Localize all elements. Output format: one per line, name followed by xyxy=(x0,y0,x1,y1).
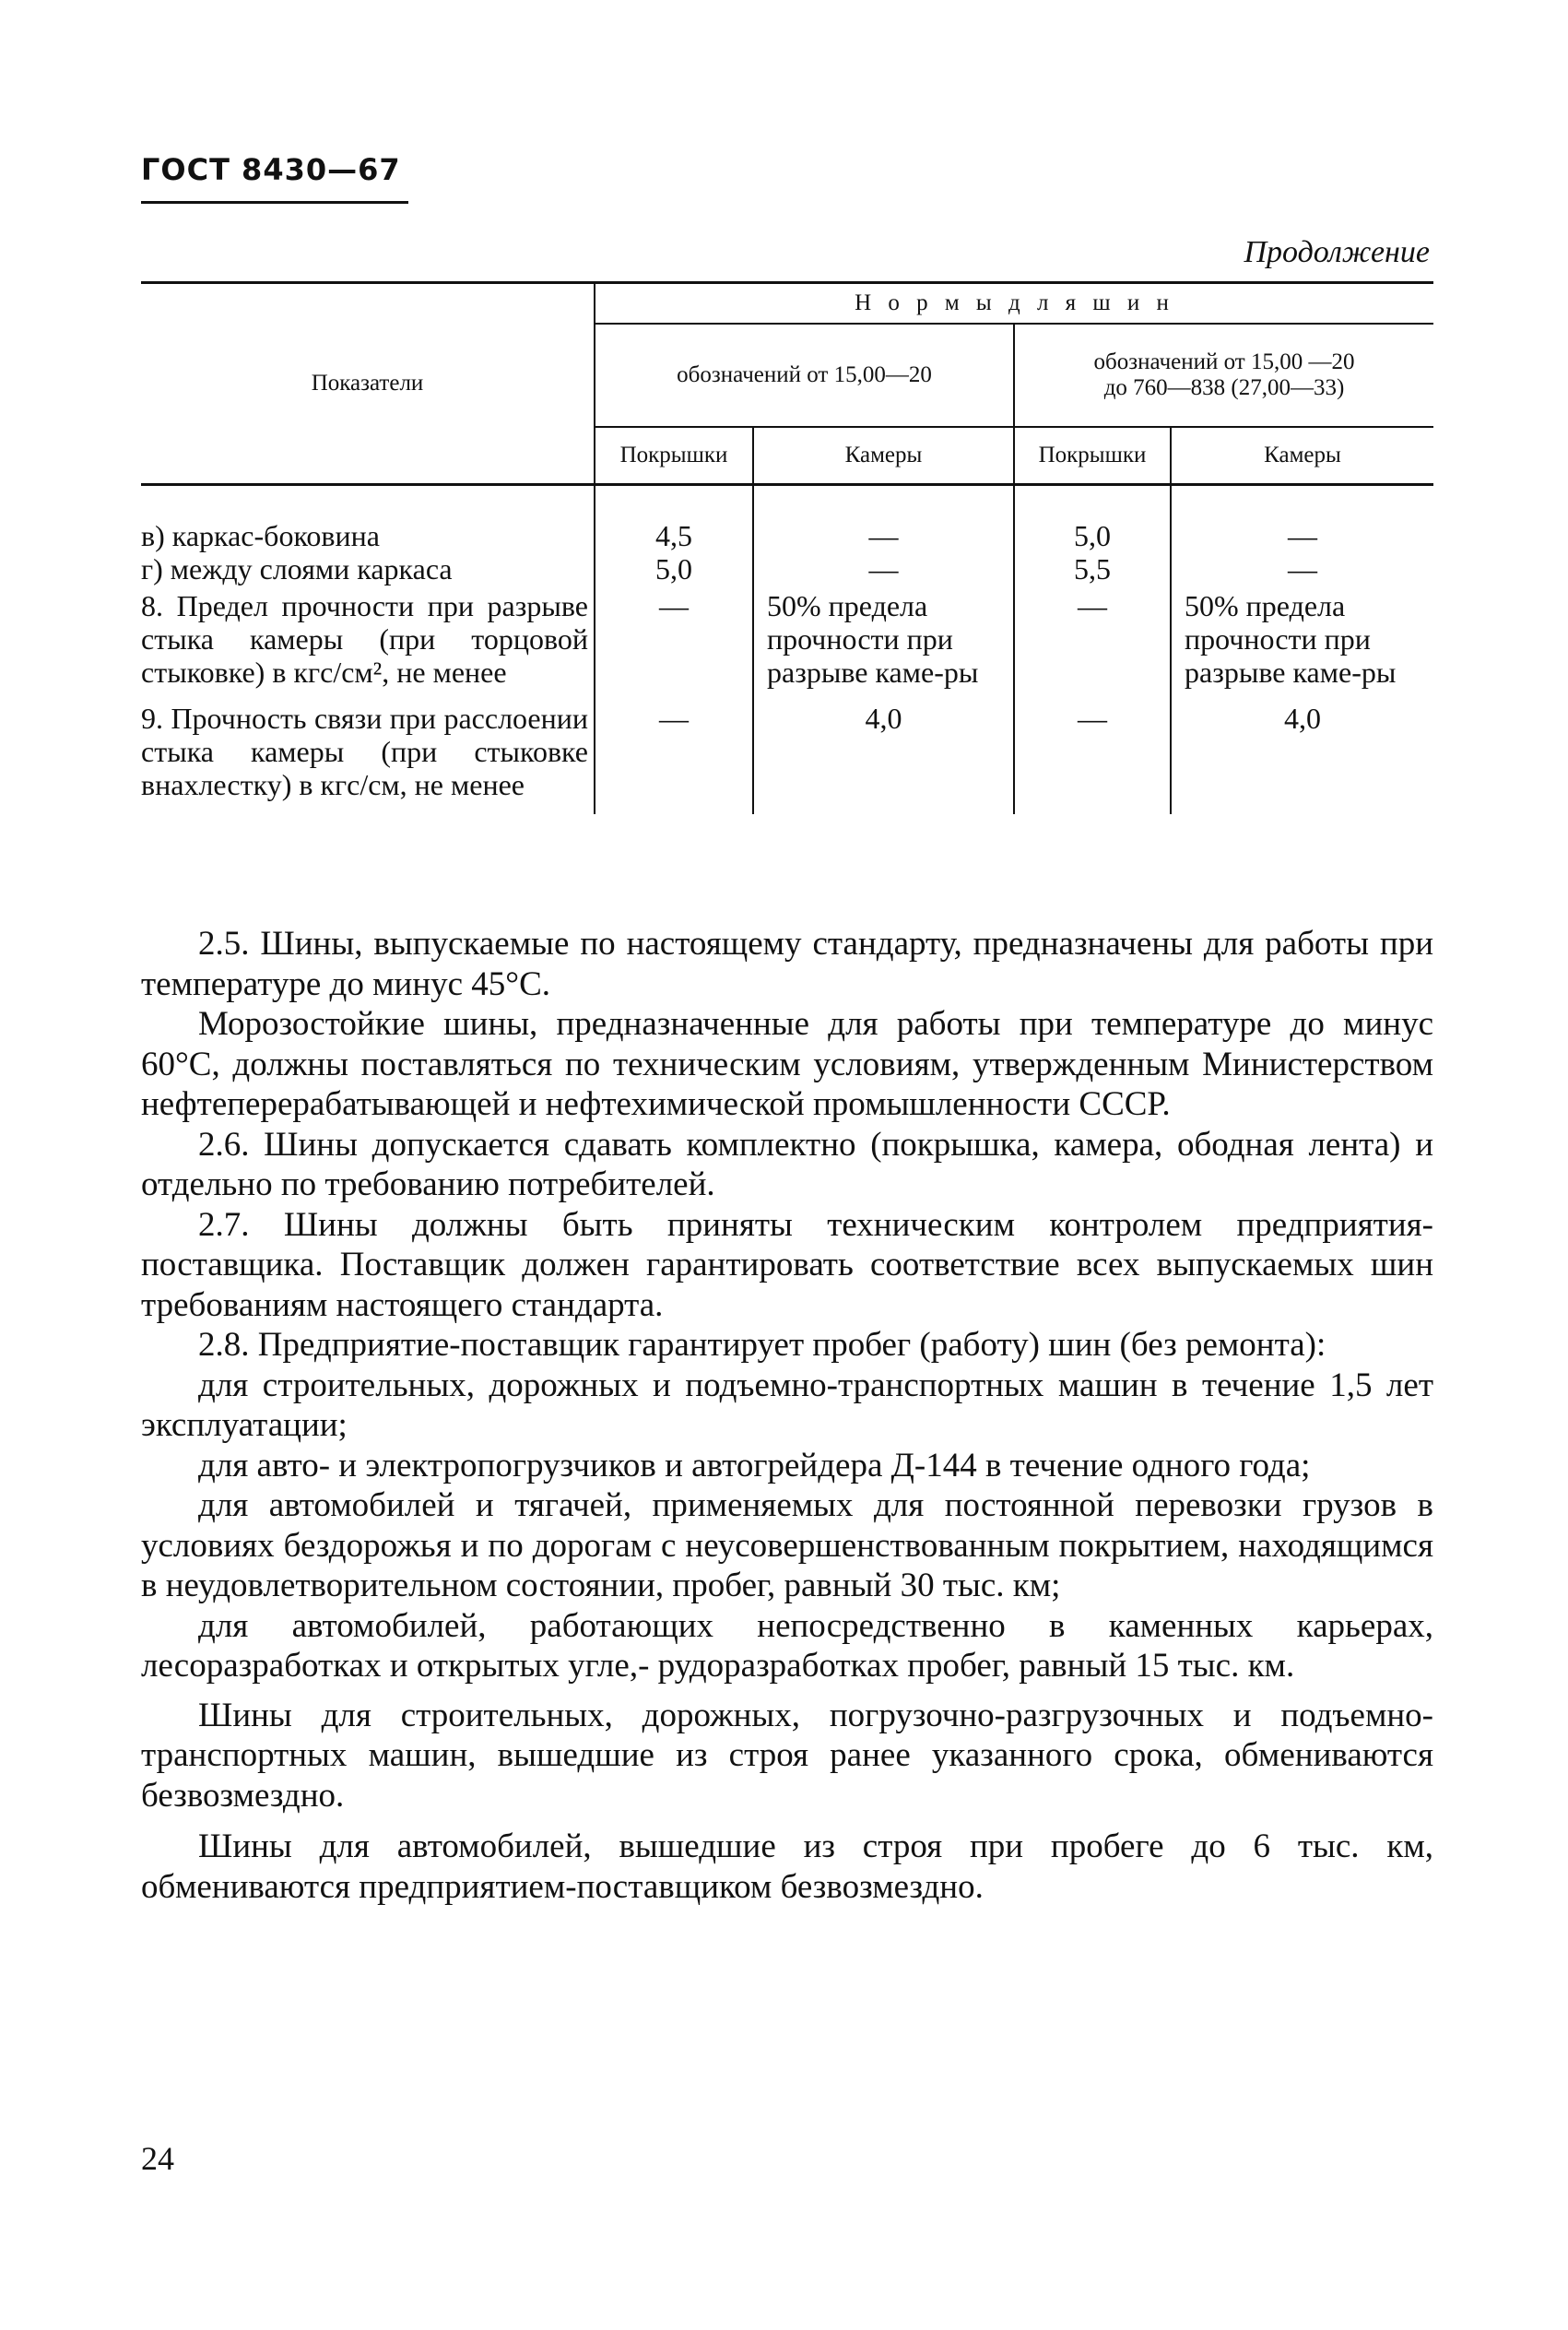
group2-header: обозначений от 15,00 —20 до 760—838 (27,00—33) xyxy=(1014,324,1433,427)
paragraph: для строительных, дорожных и подъемно-транспортных машин в течение 1,5 лет эксплуатации; xyxy=(141,1366,1433,1444)
subheader-tyres-1: Покрышки xyxy=(595,427,753,485)
continuation-label: Продолжение xyxy=(1244,235,1430,269)
norms-header: Н о р м ы д л я ш и н xyxy=(855,290,1174,315)
paragraph: Шины для строительных, дорожных, погрузочно-разгрузочных и подъемно-транспортных машин, вышедшие из строя ранее указанного срока, обмениваются безвозмездно. xyxy=(141,1696,1433,1815)
cell-value: — xyxy=(595,585,753,689)
subheader-tyres-2: Покрышки xyxy=(1014,427,1171,485)
paragraph-2-5: 2.5. Шины, выпускаемые по настоящему стандарту, предназначены для работы при температуре до минус 45°С. xyxy=(141,925,1433,1003)
norms-table xyxy=(141,281,1433,814)
cell-value: 4,5 5,0 xyxy=(595,485,753,586)
row-label: 8. Предел прочности при разрыве стыка камеры (при торцовой стыковке) в кгс/см², не менее xyxy=(141,589,588,689)
paragraph: для авто- и электропогрузчиков и автогрейдера Д-144 в течение одного года; xyxy=(198,1446,1311,1484)
table-row xyxy=(141,689,1433,814)
body-text xyxy=(141,924,1433,1907)
row-label: в) каркас-боковина г) между слоями каркаса xyxy=(141,519,453,585)
paragraph: Морозостойкие шины, предназначенные для работы при температуре до минус 60°С, должны поставляться по техническим условиям, утвержденным Министерством нефтеперерабатывающей и нефтехимической промышленности СССР. xyxy=(141,1005,1433,1123)
subheader-tubes-1: Камеры xyxy=(753,427,1014,485)
cell-value: — — xyxy=(753,485,1014,586)
header-rule xyxy=(141,201,408,204)
page-number: 24 xyxy=(141,2140,174,2177)
group1-header: обозначений от 15,00—20 xyxy=(595,324,1014,427)
table-row xyxy=(141,485,1433,586)
cell-value: 50% предела прочности при разрыве каме-ры xyxy=(1171,585,1433,689)
table-row xyxy=(141,585,1433,689)
paragraph-2-7: 2.7. Шины должны быть приняты техническим контролем предприятия-поставщика. Поставщик должен гарантировать соответствие всех выпускаемых шин требованиям настоящего стандарта. xyxy=(141,1205,1433,1324)
cell-value: — xyxy=(1014,689,1171,814)
cell-value: 4,0 xyxy=(753,689,1014,814)
paragraph: Шины для автомобилей, вышедшие из строя при пробеге до 6 тыс. км, обмениваются предприятием-поставщиком безвозмездно. xyxy=(141,1827,1433,1906)
cell-value: 50% предела прочности при разрыве каме-ры xyxy=(753,585,1014,689)
label-column-header: Показатели xyxy=(141,283,595,485)
cell-value: — xyxy=(595,689,753,814)
subheader-tubes-2: Камеры xyxy=(1171,427,1433,485)
cell-value: — — xyxy=(1171,485,1433,586)
paragraph-2-6: 2.6. Шины допускается сдавать комплектно (покрышка, камера, ободная лента) и отдельно по требованию потребителей. xyxy=(141,1125,1433,1203)
cell-value: — xyxy=(1014,585,1171,689)
standard-code: ГОСТ 8430—67 xyxy=(141,152,401,187)
cell-value: 4,0 xyxy=(1171,689,1433,814)
paragraph-2-8: 2.8. Предприятие-поставщик гарантирует пробег (работу) шин (без ремонта): xyxy=(198,1326,1326,1364)
paragraph: для автомобилей и тягачей, применяемых для постоянной перевозки грузов в условиях бездорожья и по дорогам с неусовершенствованным покрытием, находящимся в неудовлетворительном состоянии, пробег, равный 30 тыс. км; xyxy=(141,1486,1433,1604)
cell-value: 5,0 5,5 xyxy=(1014,485,1171,586)
paragraph: для автомобилей, работающих непосредственно в каменных карьерах, лесоразработках и открытых угле,- рудоразработках пробег, равный 15 тыс. км. xyxy=(141,1606,1433,1685)
row-label: 9. Прочность связи при расслоении стыка камеры (при стыковке внахлестку) в кгс/см, не менее xyxy=(141,702,588,801)
